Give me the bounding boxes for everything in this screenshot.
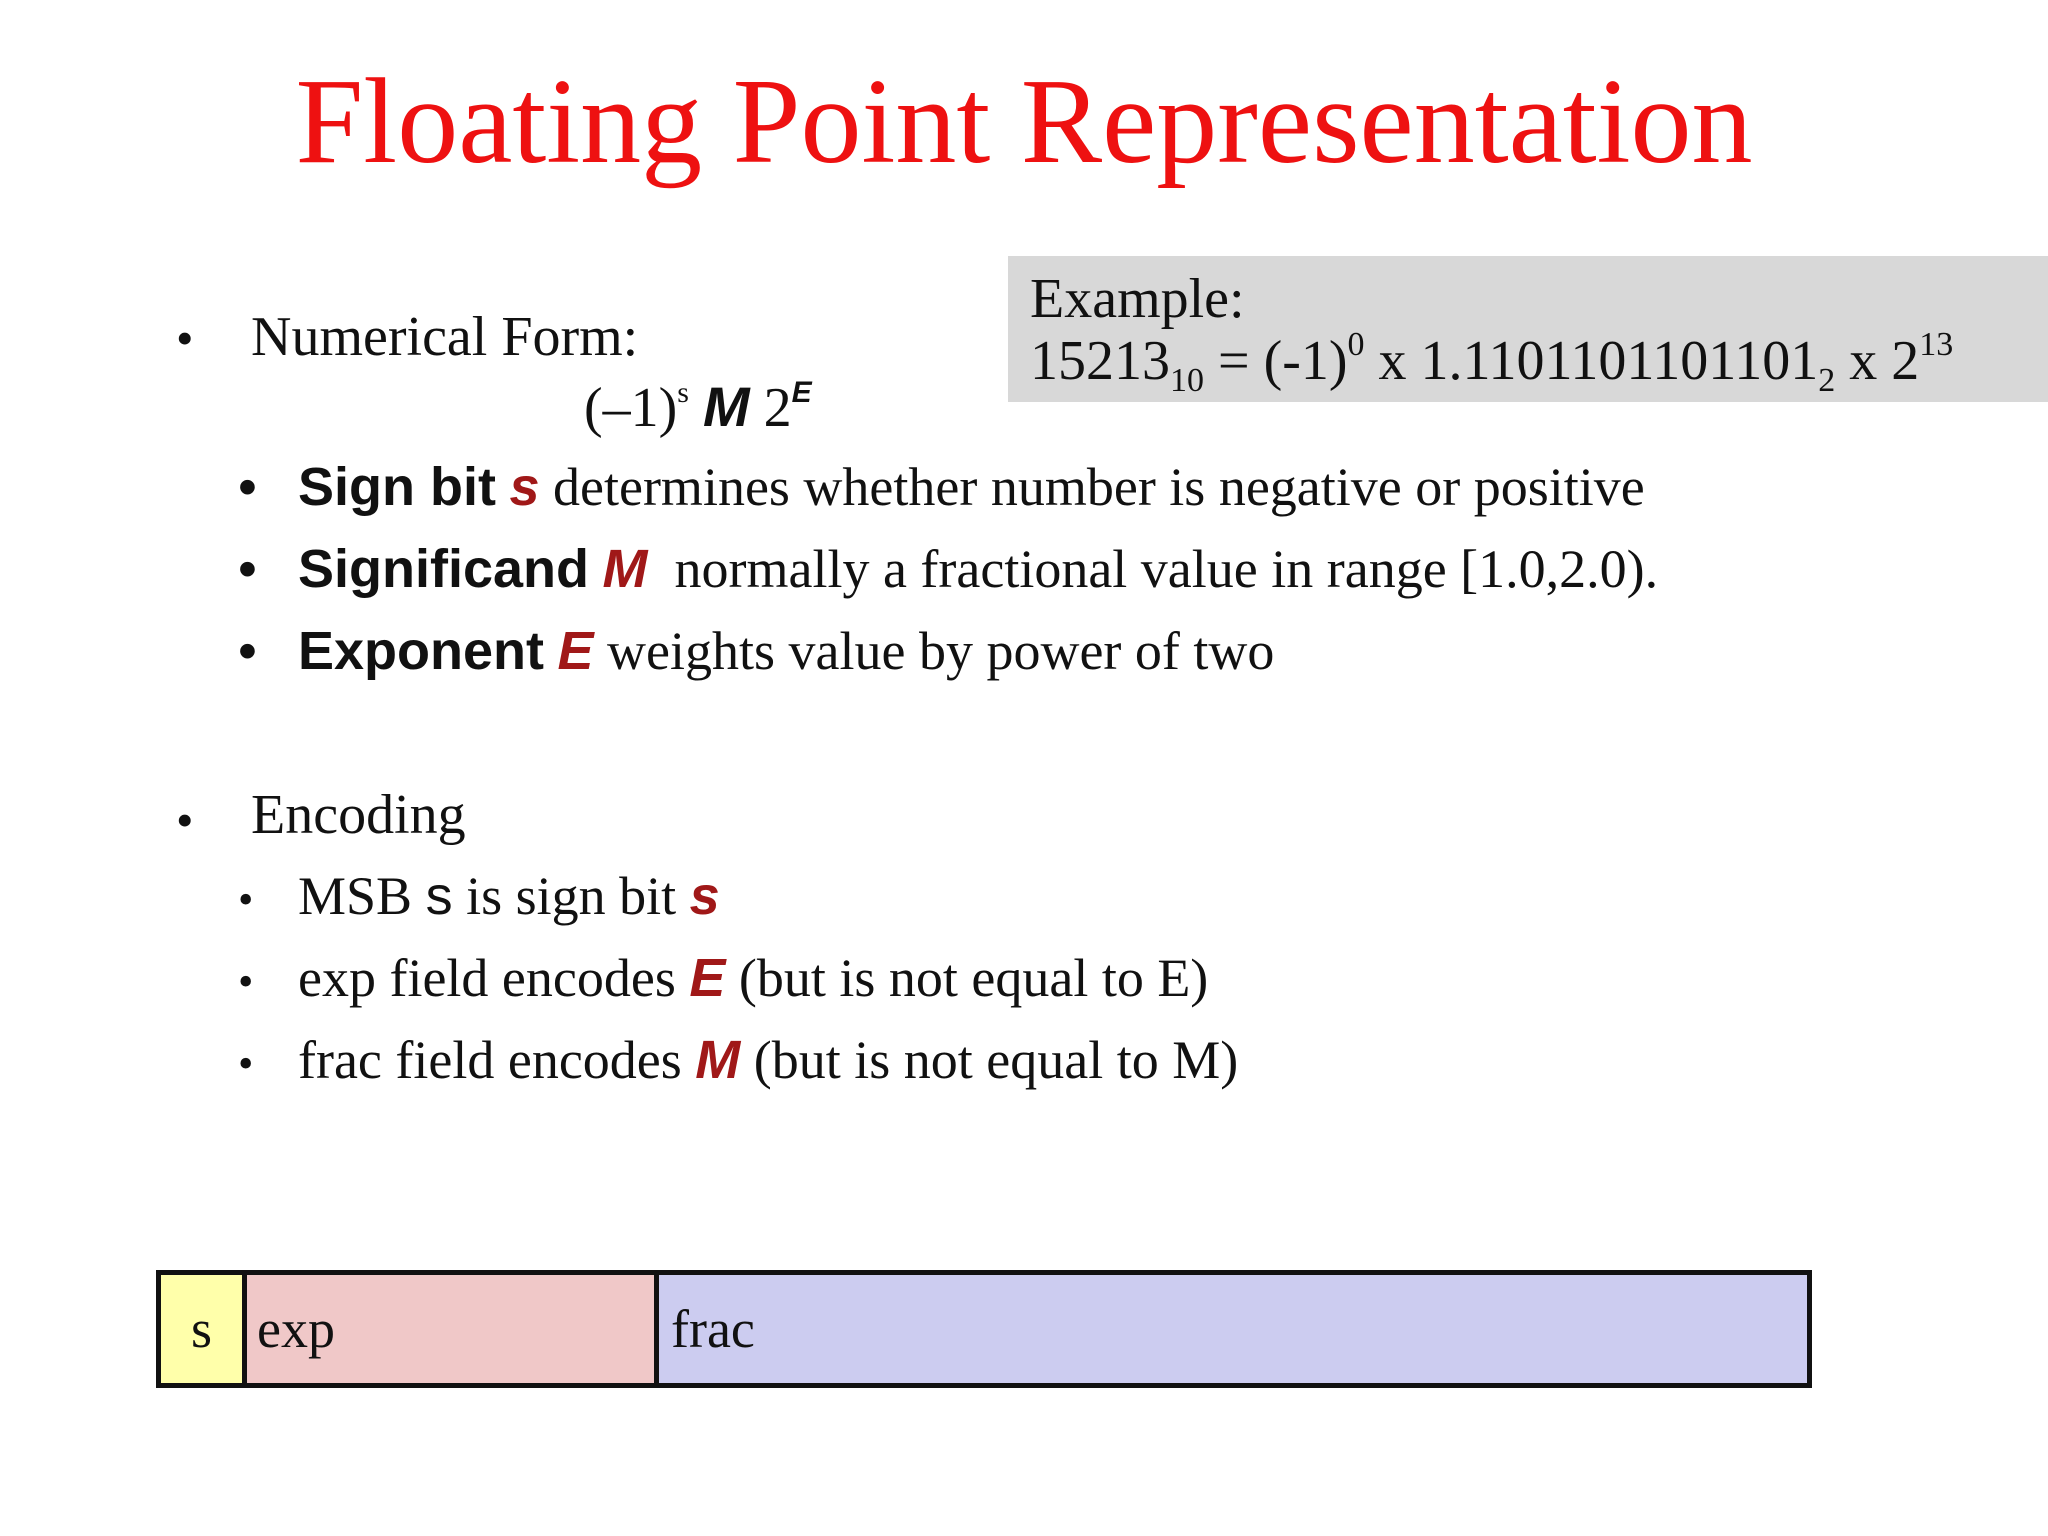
example-equals: = (-1) <box>1204 330 1348 392</box>
frac-field-pre: frac field encodes <box>298 1030 696 1090</box>
list-item-exponent <box>238 619 1275 683</box>
sign-bit-text: determines whether number is negative or positive <box>539 457 1645 517</box>
numerical-form-heading: Numerical Form: <box>251 306 639 368</box>
msb-pre: MSB <box>298 866 426 926</box>
formula-m: M <box>702 375 750 438</box>
list-item-significand <box>238 537 1659 601</box>
example-significand-base: 2 <box>1818 362 1836 399</box>
example-number-base: 10 <box>1170 362 1204 399</box>
symbol-e: E <box>689 948 726 1008</box>
bullet-dot: • <box>238 875 254 924</box>
bullet-dot: • <box>238 621 257 681</box>
example-equation <box>1030 326 2048 399</box>
list-item-frac-field <box>238 1028 1239 1092</box>
formula-two: 2 <box>763 377 792 439</box>
symbol-e: E <box>557 621 594 681</box>
symbol-s: s <box>509 457 540 517</box>
bullet-dot: • <box>238 1039 254 1088</box>
field-s: s <box>161 1275 247 1383</box>
msb-mono-s: s <box>425 866 453 926</box>
bullet-dot: • <box>238 539 257 599</box>
bit-field-diagram <box>156 1270 1812 1388</box>
msb-mid: is sign bit <box>452 866 690 926</box>
list-item-exp-field <box>238 946 1209 1010</box>
example-box <box>1008 256 2048 402</box>
exp-field-pre: exp field encodes <box>298 948 690 1008</box>
list-item-sign-bit <box>238 455 1645 519</box>
example-significand: x 1.1101101101101 <box>1364 330 1819 392</box>
example-times-two: x 2 <box>1835 330 1920 392</box>
bullet-dot: • <box>238 957 254 1006</box>
formula-prefix: (–1) <box>584 377 678 439</box>
encoding-heading: Encoding <box>251 784 466 846</box>
symbol-s: s <box>689 866 720 926</box>
example-sign-exponent: 0 <box>1347 326 1365 363</box>
list-item-msb <box>238 864 720 928</box>
exponent-text: weights value by power of two <box>593 621 1275 681</box>
example-label: Example: <box>1030 268 1245 330</box>
slide-title: Floating Point Representation <box>295 54 1753 189</box>
symbol-m: M <box>695 1030 741 1090</box>
field-exp: exp <box>247 1275 659 1383</box>
bullet-dot: • <box>238 457 257 517</box>
significand-text: normally a fractional value in range [1.0,2.0). <box>647 539 1659 599</box>
bullet-encoding: • <box>176 792 194 848</box>
symbol-m: M <box>602 539 648 599</box>
frac-field-post: (but is not equal to M) <box>740 1030 1239 1090</box>
bullet-numerical-form: • <box>176 310 194 366</box>
term-sign-bit: Sign bit <box>298 457 496 517</box>
example-number: 15213 <box>1030 330 1170 392</box>
example-exponent: 13 <box>1919 326 1954 363</box>
exp-field-post: (but is not equal to E) <box>725 948 1209 1008</box>
formula-s: s <box>677 376 689 409</box>
formula-e: E <box>791 376 812 409</box>
term-significand: Significand <box>298 539 590 599</box>
term-exponent: Exponent <box>298 621 545 681</box>
field-frac: frac <box>659 1275 1807 1383</box>
numerical-formula <box>584 375 812 440</box>
